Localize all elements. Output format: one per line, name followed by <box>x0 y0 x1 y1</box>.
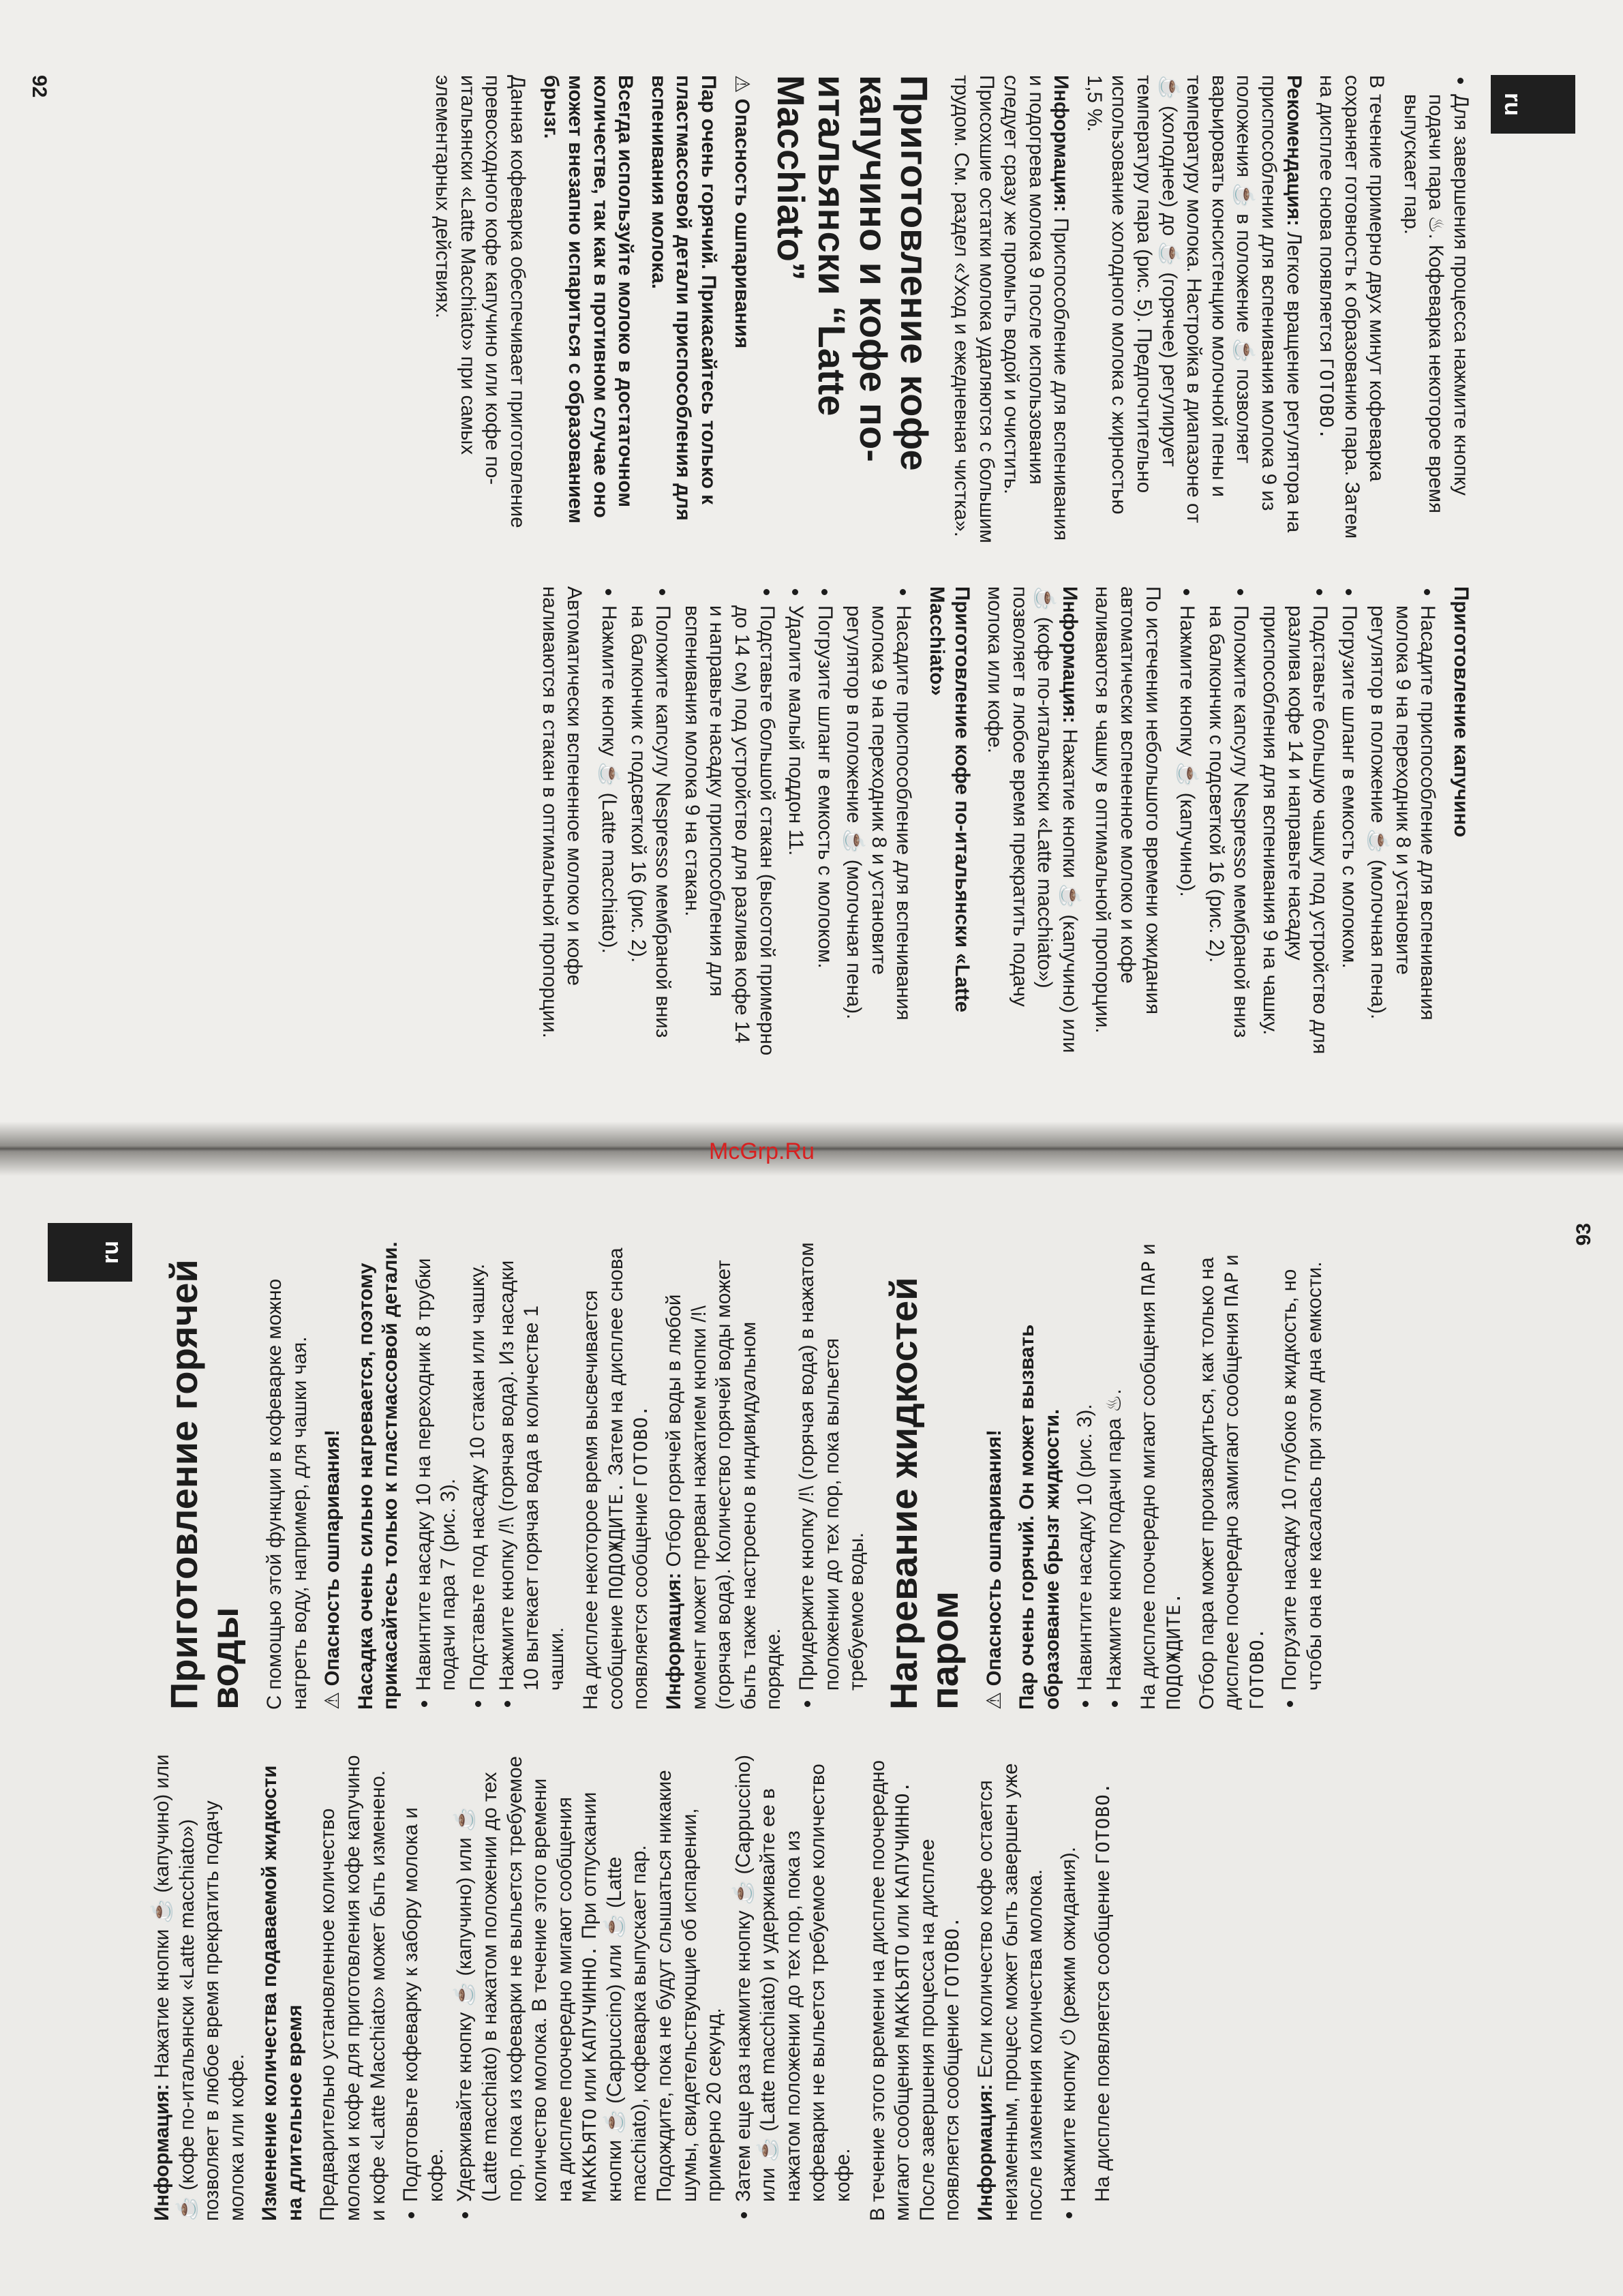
display-ready: ГОТОВО. <box>1316 358 1337 440</box>
recommendation: Рекомендация: Легкое вращение регулятора на приспособлении для вспенивания молока 9 из положения ☕ в положение ☕ позволяет варьировать консистенцию молочной пены и температуру молока. Настройка в диапазоне от ☕ (холоднее) до ☕ (горячее) регулирует температуру пара (рис. 5). Предпочтительно использование холодного молока с жирностью 1,5 %. <box>1082 75 1305 533</box>
heading-cappuccino: Приготовление капучино <box>1450 586 1472 838</box>
list-item: • Нажмите кнопку /!\ (горячая вода). Из насадки 10 вытекает горячая вода в количестве 1 чашки. <box>495 1239 570 1691</box>
list-item: • Удерживайте кнопку ☕ (капучино) или ☕ (Latte macchiato) в нажатом положении до тех пор, пока из кофеварки не выльется требуемое количество молока. В течение этого времени на дисплее поочередно мигают сообщения МАККЬЯТО или КАПУЧИННО. При отпускании кнопки ☕ (Cappuccino) или ☕ (Latte macchiato), кофеварка выпускает пар. Подождите, пока не будут слышаться никакие шумы, свидетельствующие об испарении, примерно 20 секунд. <box>453 1751 727 2202</box>
warning-heading: ⚠ Опасность ошпаривания <box>729 75 754 545</box>
paragraph-wait: На дисплее некоторое время высвечивается сообщение ПОДОЖДИТЕ. Затем на дисплее снова появляется сообщение ГОТОВО. <box>579 1248 652 1710</box>
warning-text-2: Пар очень горячий. Он может вызвать образование брызг жидкости. <box>1016 1324 1063 1710</box>
info-note: Информация: Приспособление для вспенивания и подогрева молока 9 после использования следует сразу же промыть водой и очистить. Присохшие остатки молока удаляются с большим трудом. См. раздел «Уход и ежедневная чистка». <box>950 75 1073 543</box>
right-page <box>0 1148 1623 2296</box>
left-column-2 <box>528 586 1473 1057</box>
list-item: • Придержите кнопку /!\ (горячая вода) в нажатом положении до тех пор, пока выльется требуемое воды. <box>795 1239 870 1691</box>
watermark: McGrp.Ru <box>709 1138 815 1164</box>
warning-text-2: Всегда используйте молоко в достаточном количестве, так как в противном случае оно может внезапно испариться с образованием брызг. <box>539 75 637 524</box>
paragraph-steam-blink: На дисплее поочередно мигают сообщения ПАР и ПОДОЖДИТЕ. <box>1137 1243 1185 1710</box>
list-item: • Нажмите кнопку ☕ (капучино). <box>1174 605 1200 1057</box>
paragraph-auto: По истечении небольшого времени ожидания автоматически вспененное молоко и кофе наливаются в чашку в оптимальной пропорции. <box>1091 586 1164 1033</box>
paragraph-preset: Предварительно установленное количество молока и кофе для приготовления кофе капучино и кофе «Latte Macchiato» может быть изменено. <box>316 1755 389 2221</box>
right-column-1 <box>150 1751 1124 2221</box>
list-item: • Погрузите насадку 10 глубоко в жидкость, но чтобы она не касалась при этом дна емкости. <box>1277 1239 1327 1691</box>
paragraph-hot-water: С помощью этой функции в кофеварке можно нагреть воду, например, для чашки чая. <box>262 1278 311 1710</box>
list-item: • Навинтите насадку 10 на переходник 8 трубки подачи пара 7 (рис. 3). <box>412 1239 461 1691</box>
paragraph-auto-latte: Автоматически вспененное молоко и кофе наливаются в стакан в оптимальной пропорции. <box>538 586 586 1038</box>
list-item: • Подставьте большой стакан (высотой примерно до 14 см) под устройство для разлива кофе 14 и направьте насадку приспособления для вспенивания молока 9 на стакан. <box>679 605 778 1057</box>
list-item: • Подставьте большую чашку под устройство для разлива кофе 14 и направьте насадку приспособления для вспенивания 9 на чашку. <box>1257 605 1332 1057</box>
section-title-steam: Нагревание жидкостей паром <box>881 1277 967 1710</box>
page-number: 92 <box>28 75 50 98</box>
list-item: • Подготовьте кофеварку к забору молока и кофе. <box>399 1751 449 2202</box>
heading-latte: Приготовление кофе по-итальянски «Latte Macchiato» <box>926 586 973 1013</box>
left-column-1 <box>422 75 1473 545</box>
list-item: • Нажмите кнопку ☕ (Latte macchiato). <box>596 605 622 1057</box>
list-item: • Положите капсулу Nespresso мембраной вниз на балкончик с подсветкой 16 (рис. 2). <box>1203 605 1253 1057</box>
latte-steps <box>596 586 916 1057</box>
section-title-hot-water: Приготовление горячей воды <box>162 1259 247 1710</box>
info-note: Информация: Отбор горячей воды в любой момент может прерван нажатием кнопки /!\ (горячая вода). Количество горячей воды может быть также настроено в индивидуальном порядке. <box>663 1260 785 1710</box>
list-item: • Положите капсулу Nespresso мембраной вниз на балкончик с подсветкой 16 (рис. 2). <box>625 605 675 1057</box>
list-item: • Подставьте под насадку 10 стакан или чашку. <box>466 1239 491 1691</box>
paragraph-display: На дисплее появляется сообщение ГОТОВО. <box>1091 1782 1114 2202</box>
right-page-content <box>0 1148 1623 2296</box>
paragraph-steam-ready: Отбор пара может производиться, как только на дисплее поочередно замигают сообщения ПАР и ГОТОВО. <box>1195 1254 1268 1710</box>
list-item: • Нажмите кнопку ⏻ (режим ожидания). <box>1057 1751 1082 2202</box>
cappuccino-steps <box>1174 586 1440 1057</box>
warning-text: Пар очень горячий. Прикасайтесь только к пластмассовой детали приспособления для вспенивания молока. <box>647 75 720 521</box>
language-tab: ru <box>1491 75 1575 134</box>
info-note: Информация: Нажатие кнопки ☕ (капучино) или ☕ (кофе по-итальянски «Latte macchiato») позволяет в любое время прекратить подачу молока или кофе. <box>151 1754 248 2221</box>
list-item: • Удалите малый поддон 11. <box>783 605 808 1057</box>
list-item: • Насадите приспособление для вспенивания молока 9 на переходник 8 и установите регулятор в положение ☕ (молочная пена). <box>841 605 916 1057</box>
intro-paragraph: Данная кофеварка обеспечивает приготовление превосходного кофе капучино или кофе по-итальянски «Latte Macchiato» при самых элементарных действиях. <box>431 75 529 528</box>
list-item: • Погрузите шланг в емкость с молоком. <box>812 605 837 1057</box>
right-column-2 <box>150 1239 1337 1710</box>
list-item: • Насадите приспособление для вспенивания молока 9 на переходник 8 и установите регулятор в положение ☕ (молочная пена). <box>1365 605 1440 1057</box>
list-item: • Погрузите шланг в емкость с молоком. <box>1336 605 1361 1057</box>
info-note: Информация: Нажатие кнопки ☕ (капучино) или ☕ (кофе по-итальянски «Latte macchiato») позволяет в любое время прекратить подачу молока или кофе. <box>984 586 1081 1053</box>
paragraph-blink: В течение этого времени на дисплее поочередно мигают сообщения МАККЬЯТО или КАПУЧИННО. После завершения процесса на дисплее появляется сообщение ГОТОВО. <box>866 1760 964 2221</box>
info-note-2: Информация: Если количество кофе остается неизменным, процесс может быть завершен уже после изменения количества молока. <box>973 1763 1047 2221</box>
warning-text: Насадка очень сильно нагревается, поэтому прикасайтесь только к пластмассовой детали. <box>354 1241 402 1710</box>
heading-change-amount: Изменение количества подаваемой жидкости на длительное время <box>258 1765 306 2221</box>
hot-water-steps <box>412 1239 569 1710</box>
amount-steps <box>399 1751 855 2221</box>
bullet-steam-finish: • Для завершения процесса нажмите кнопку подачи пара ♨. Кофеварка некоторое время выпускает пар. <box>1398 94 1473 545</box>
list-item: • Навинтите насадку 10 (рис. 3). <box>1073 1239 1098 1691</box>
section-title-cappuccino: Приготовление кофе капучино и кофе по-итальянски “Latte Macchiato” <box>770 75 937 471</box>
language-tab: ru <box>48 1223 132 1282</box>
list-item: • Нажмите кнопку подачи пара ♨. <box>1102 1239 1127 1691</box>
warning-heading: ⚠ Опасность ошпаривания! <box>320 1239 346 1710</box>
page-number: 93 <box>1573 1223 1595 1246</box>
list-item: • Затем еще раз нажмите кнопку ☕ (Cappuccino) или ☕ (Latte macchiato) и удерживайте ее в нажатом положении до тех пор, пока из кофеварки не выльется требуемое количество кофе. <box>731 1751 856 2202</box>
steam-steps <box>1073 1239 1127 1710</box>
paragraph-steam-ready: В течение примерно двух минут кофеварка сохраняет готовность к образованию пара. Затем на дисплее снова появляется ГОТОВО. <box>1316 75 1389 539</box>
warning-heading-2: ⚠ Опасность ошпаривания! <box>982 1239 1007 1710</box>
